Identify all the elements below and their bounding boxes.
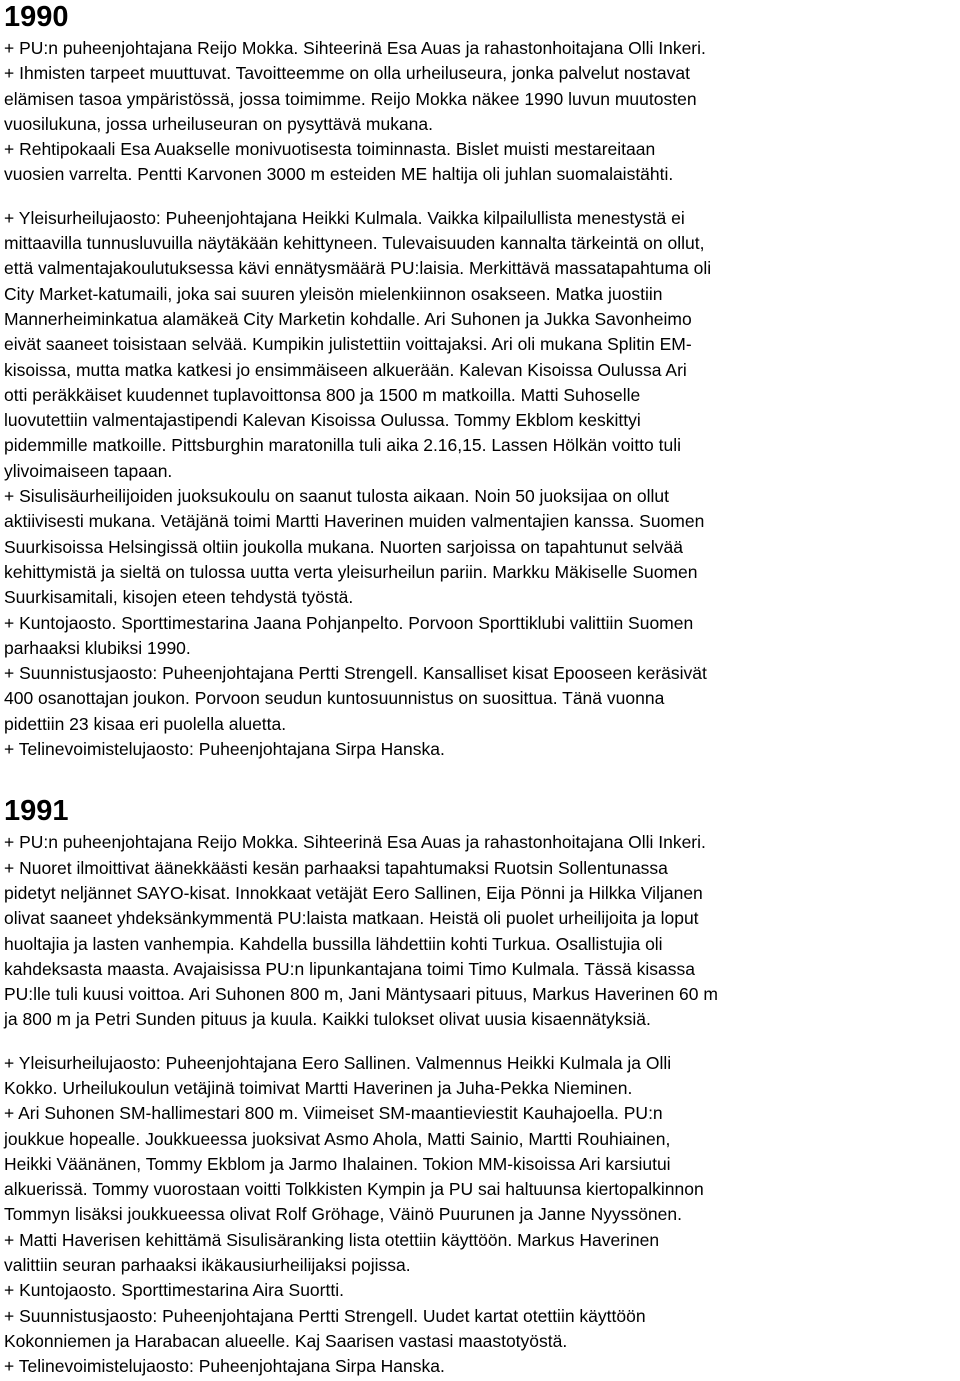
paragraph-gap <box>4 1033 958 1051</box>
text-line: + Telinevoimistelujaosto: Puheenjohtajana Sirpa Hanska. <box>4 1356 445 1377</box>
text-line: aktiivisesti mukana. Vetäjänä toimi Martti Haverinen muiden valmentajien kanssa. Suomen <box>4 511 705 532</box>
paragraph-board-1991 <box>4 830 958 1032</box>
text-line: ja 800 m ja Petri Sunden pituus ja kuula. Kaikki tulokset olivat uusia kisaennätyksiä. <box>4 1009 651 1030</box>
text-line: + Rehtipokaali Esa Auakselle monivuotisesta toiminnasta. Bislet muisti mestareitaan <box>4 139 656 160</box>
text-line: olivat saaneet yhdeksänkymmentä PU:laista matkaan. Heistä oli puolet urheilijoita ja loput <box>4 908 699 929</box>
paragraph-gap <box>4 188 958 206</box>
text-line: Suurkisoissa Helsingissä oltiin joukolla mukana. Nuorten sarjoissa on tapahtunut selvää <box>4 536 683 557</box>
text-line: PU:lle tuli kuusi voittoa. Ari Suhonen 800 m, Jani Mäntysaari pituus, Markus Haverinen 60 m <box>4 984 718 1005</box>
text-line: Kokko. Urheilukoulun vetäjinä toimivat Martti Haverinen ja Juha-Pekka Nieminen. <box>4 1077 633 1098</box>
paragraph-divisions-1991 <box>4 1051 958 1380</box>
text-line: Suurkisamitali, kisojen eteen tehdystä työstä. <box>4 587 354 608</box>
text-line: Mannerheiminkatua alamäkeä City Marketin kohdalle. Ari Suhonen ja Jukka Savonheimo <box>4 308 692 329</box>
text-line: + PU:n puheenjohtajana Reijo Mokka. Sihteerinä Esa Auas ja rahastonhoitajana Olli Inkeri. <box>4 38 706 58</box>
text-line: kehittymistä ja sieltä on tulossa uutta verta yleisurheilun pariin. Markku Mäkiselle Suomen <box>4 561 698 582</box>
document-page <box>4 0 958 1380</box>
text-line: mittaavilla tunnusluvuilla näytäkään kehittyneen. Tulevaisuuden kannalta tärkeintä on ollut, <box>4 233 705 254</box>
text-line: elämisen tasoa ympäristössä, jossa toimimme. Reijo Mokka näkee 1990 luvun muutosten <box>4 88 697 109</box>
text-line: + Suunnistusjaosto: Puheenjohtajana Pertti Strengell. Uudet kartat otettiin käyttöön <box>4 1305 646 1326</box>
text-line: + Yleisurheilujaosto: Puheenjohtajana Heikki Kulmala. Vaikka kilpailullista menestystä ei <box>4 207 685 228</box>
paragraph-board-1990 <box>4 36 958 188</box>
text-line: otti peräkkäiset kuudennet tuplavoittonsa 800 ja 1500 m matkoilla. Matti Suhoselle <box>4 384 641 405</box>
text-line: vuosien varrelta. Pentti Karvonen 3000 m esteiden ME haltija oli juhlan suomalaistähti. <box>4 164 674 185</box>
text-line: alkuerissä. Tommy vuorostaan voitti Tolkkisten Kympin ja PU sai haltuunsa kiertopalkinnon <box>4 1179 704 1200</box>
text-line: parhaaksi klubiksi 1990. <box>4 637 191 658</box>
text-line: joukkue hopealle. Joukkueessa juoksivat Asmo Ahola, Matti Sainio, Martti Rouhiainen, <box>4 1128 671 1149</box>
text-line: + PU:n puheenjohtajana Reijo Mokka. Sihteerinä Esa Auas ja rahastonhoitajana Olli Inkeri. <box>4 832 706 853</box>
text-line: Kokonniemen ja Harabacan alueelle. Kaj Saarisen vastasi maastotyöstä. <box>4 1330 568 1351</box>
text-line: vuosilukuna, jossa urheiluseuran on pysyttävä mukana. <box>4 113 433 134</box>
text-line: ylivoimaiseen tapaan. <box>4 460 173 481</box>
text-line: pidetyt neljännet SAYO-kisat. Innokkaat vetäjät Eero Sallinen, Eija Pönni ja Hilkka Viljanen <box>4 882 703 903</box>
text-line: eivät saaneet toisistaan selvää. Kumpikin julistettiin voittajaksi. Ari oli mukana Splitin EM- <box>4 334 692 355</box>
text-line: + Telinevoimistelujaosto: Puheenjohtajana Sirpa Hanska. <box>4 739 445 760</box>
text-line: pidemmille matkoille. Pittsburghin maratonilla tuli aika 2.16,15. Lassen Hölkän voitto tuli <box>4 435 682 456</box>
text-line: + Yleisurheilujaosto: Puheenjohtajana Eero Sallinen. Valmennus Heikki Kulmala ja Olli <box>4 1052 672 1073</box>
text-line: luovutettiin valmentajastipendi Kalevan Kisoissa Oulussa. Tommy Ekblom keskittyi <box>4 410 641 431</box>
section-1990 <box>4 0 958 762</box>
text-line: Heikki Väänänen, Tommy Ekblom ja Jarmo Ihalainen. Tokion MM-kisoissa Ari karsiutui <box>4 1153 671 1174</box>
text-line: + Kuntojaosto. Sporttimestarina Jaana Pohjanpelto. Porvoon Sporttiklubi valittiin Suomen <box>4 612 694 633</box>
year-heading-1990: 1990 <box>4 1 69 33</box>
text-line: Tommyn lisäksi joukkueessa olivat Rolf Gröhage, Väinö Puurunen ja Janne Nyyssönen. <box>4 1204 682 1225</box>
text-line: 400 osanottajan joukon. Porvoon seudun kuntosuunnistus on suosittua. Tänä vuonna <box>4 688 665 709</box>
text-line: + Sisulisäurheilijoiden juoksukoulu on saanut tulosta aikaan. Noin 50 juoksijaa on ollut <box>4 486 669 507</box>
text-line: + Nuoret ilmoittivat äänekkäästi kesän parhaaksi tapahtumaksi Ruotsin Sollentunassa <box>4 857 668 878</box>
section-1991 <box>4 794 958 1379</box>
text-line: + Matti Haverisen kehittämä Sisulisäranking lista otettiin käyttöön. Markus Haverinen <box>4 1229 660 1250</box>
text-line: + Ihmisten tarpeet muuttuvat. Tavoitteemme on olla urheiluseura, jonka palvelut nostavat <box>4 63 690 84</box>
text-line: pidettiin 23 kisaa eri puolella aluetta. <box>4 713 287 734</box>
paragraph-divisions-1990 <box>4 206 958 763</box>
text-line: valittiin seuran parhaaksi ikäkausiurheilijaksi pojissa. <box>4 1255 411 1276</box>
text-line: kisoissa, mutta matka katkesi jo ensimmäiseen alkuerään. Kalevan Kisoissa Oulussa Ari <box>4 359 687 380</box>
year-heading-1991: 1991 <box>4 795 69 828</box>
text-line: + Ari Suhonen SM-hallimestari 800 m. Viimeiset SM-maantieviestit Kauhajoella. PU:n <box>4 1103 663 1124</box>
text-line: että valmentajakoulutuksessa kävi ennätysmäärä PU:laisia. Merkittävä massatapahtuma oli <box>4 258 712 279</box>
text-line: City Market-katumaili, joka sai suuren yleisön mielenkiinnon osakseen. Matka juostiin <box>4 283 663 304</box>
text-line: + Kuntojaosto. Sporttimestarina Aira Suortti. <box>4 1280 344 1301</box>
text-line: + Suunnistusjaosto: Puheenjohtajana Pertti Strengell. Kansalliset kisat Epooseen keräsivät <box>4 663 707 684</box>
text-line: huoltajia ja lasten vanhempia. Kahdella bussilla lähdettiin kohti Turkua. Osallistujia oli <box>4 933 663 954</box>
text-line: kahdeksasta maasta. Avajaisissa PU:n lipunkantajana toimi Timo Kulmala. Tässä kisassa <box>4 958 695 979</box>
